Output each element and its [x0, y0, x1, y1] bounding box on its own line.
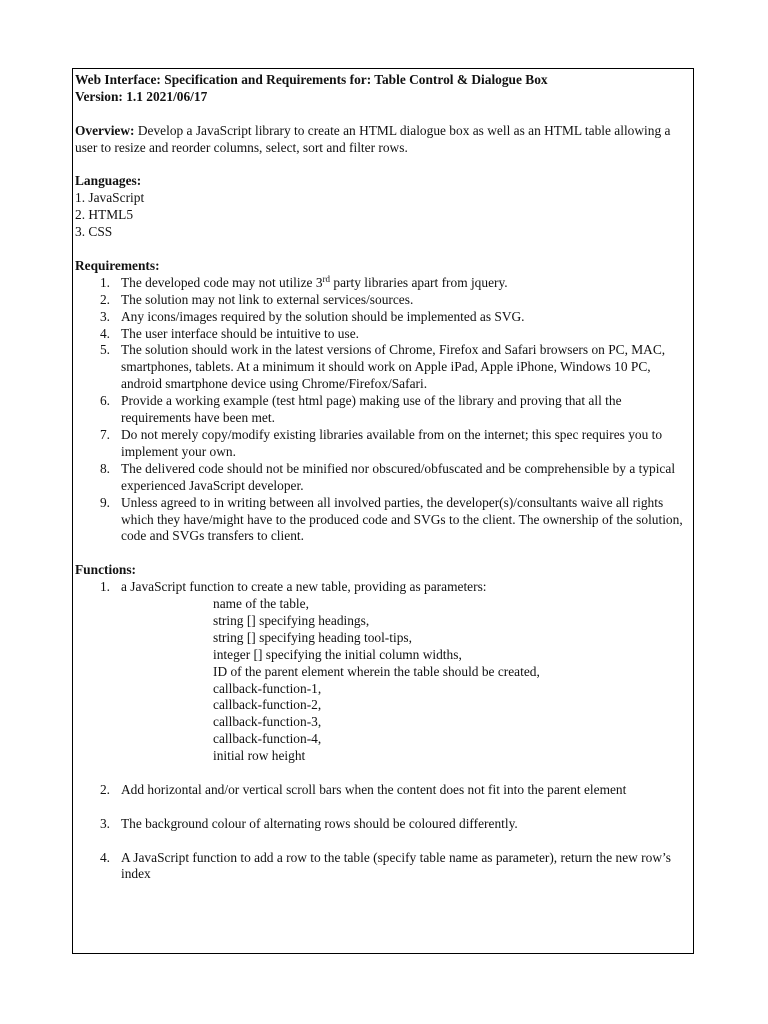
function-item: 2. Add horizontal and/or vertical scroll bars when the content does not fit into the parent element: [99, 781, 627, 797]
param-line: ID of the parent element wherein the table should be created,: [213, 663, 540, 679]
param-line: callback-function-2,: [213, 697, 322, 713]
language-item: 1. JavaScript: [75, 190, 145, 206]
requirement-item: 6. Provide a working example (test html page) making use of the library and proving that all the requirements have been met.: [99, 393, 622, 426]
overview-text: Develop a JavaScript library to create an HTML dialogue box as well as an HTML table allowing a user to resize and reorder columns, select, sort and filter rows.: [75, 122, 671, 155]
param-line: initial row height: [213, 748, 306, 764]
document-version: Version: 1.1 2021/06/17: [75, 88, 208, 104]
language-item: 2. HTML5: [75, 207, 134, 223]
requirement-item: 8. The delivered code should not be minified nor obscured/obfuscated and be comprehensible by a typical experienced JavaScript developer.: [99, 460, 676, 493]
function-item: 4. A JavaScript function to add a row to the table (specify table name as parameter), return the new row’s index: [99, 849, 671, 882]
requirement-item: 2. The solution may not link to external services/sources.: [99, 291, 414, 307]
functions-list: [75, 579, 693, 883]
language-item: 3. CSS: [75, 224, 113, 240]
requirement-item: 4. The user interface should be intuitive to use.: [99, 325, 359, 341]
requirement-item: 3. Any icons/images required by the solution should be implemented as SVG.: [99, 308, 525, 324]
overview-label: Overview:: [75, 122, 135, 138]
requirements-list: [75, 275, 693, 546]
param-line: callback-function-3,: [213, 714, 322, 730]
param-line: callback-function-4,: [213, 731, 322, 747]
document-content: [75, 72, 693, 883]
requirement-item: 7. Do not merely copy/modify existing libraries available from on the internet; this spec requires you to implement your own.: [99, 426, 663, 459]
function-params: [121, 596, 693, 765]
param-line: string [] specifying headings,: [213, 612, 370, 628]
function-item: 1. a JavaScript function to create a new table, providing as parameters: name of the table, string [] specifying headings, string [] specifying heading tool-tips, integer [] specifying the initial column widths, ID of the parent element wherein the table should be created, callback-function-1, callback-function-2, callback-function-3, callback-function-4, initial row height: [75, 579, 693, 765]
document-title: Web Interface: Specification and Requirements for: Table Control & Dialogue Box: [75, 72, 548, 87]
functions-heading: Functions:: [75, 562, 137, 578]
requirement-item: 5. The solution should work in the latest versions of Chrome, Firefox and Safari browsers on PC, MAC, smartphones, tablets. At a minimum it should work on Apple iPad, Apple iPhone, Windows 10 PC, android smartphone device using Chrome/Firefox/Safari.: [99, 342, 666, 392]
param-line: string [] specifying heading tool-tips,: [213, 629, 412, 645]
requirement-item: 9. Unless agreed to in writing between all involved parties, the developer(s)/consultants waive all rights which they have/might have to the produced code and SVGs to the client. The ownership of the solution, code and SVGs transfers to client.: [99, 494, 683, 544]
languages-heading: Languages:: [75, 173, 142, 189]
requirements-heading: Requirements:: [75, 257, 160, 273]
param-line: integer [] specifying the initial column widths,: [213, 646, 462, 662]
param-line: callback-function-1,: [213, 680, 322, 696]
requirement-item: 1. The developed code may not utilize 3rd party libraries apart from jquery.: [99, 273, 508, 290]
overview-paragraph: [75, 123, 693, 157]
function-item: 3. The background colour of alternating rows should be coloured differently.: [99, 815, 518, 831]
param-line: name of the table,: [213, 596, 309, 612]
